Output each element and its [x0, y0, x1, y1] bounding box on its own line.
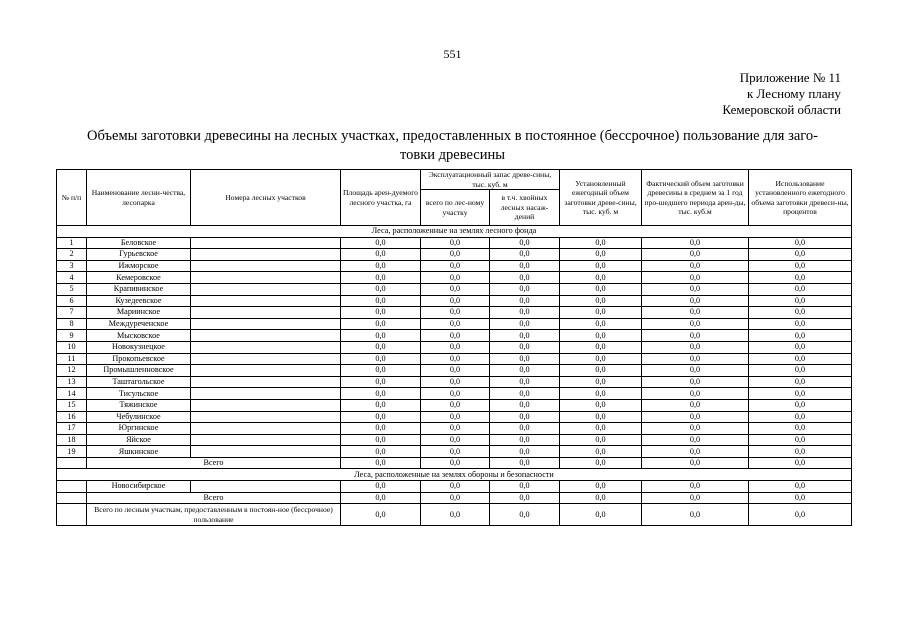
- forestry-name: Тяжинское: [87, 399, 191, 411]
- total-label: Всего по лесным участкам, предоставленным в постоян-ное (бессрочное) пользование: [87, 504, 341, 526]
- value-cell: 0,0: [421, 481, 490, 493]
- value-cell: 0,0: [749, 237, 852, 249]
- total-label: Всего: [87, 492, 341, 504]
- plot-numbers: [191, 283, 341, 295]
- row-number: 2: [57, 249, 87, 261]
- value-cell: 0,0: [642, 434, 749, 446]
- appendix-heading: [722, 70, 841, 118]
- value-cell: 0,0: [341, 272, 421, 284]
- value-cell: 0,0: [421, 272, 490, 284]
- row-number: 14: [57, 388, 87, 400]
- value-cell: 0,0: [421, 411, 490, 423]
- value-cell: 0,0: [341, 411, 421, 423]
- value-cell: 0,0: [749, 504, 852, 526]
- title-line: товки древесины: [400, 147, 505, 163]
- value-cell: 0,0: [490, 260, 560, 272]
- page-number: 551: [443, 47, 462, 61]
- value-cell: 0,0: [490, 272, 560, 284]
- value-cell: 0,0: [490, 295, 560, 307]
- value-cell: 0,0: [341, 341, 421, 353]
- grand-total-row: [57, 504, 852, 526]
- value-cell: 0,0: [642, 388, 749, 400]
- row-number: 16: [57, 411, 87, 423]
- value-cell: 0,0: [341, 318, 421, 330]
- value-cell: 0,0: [341, 423, 421, 435]
- row-number: 5: [57, 283, 87, 295]
- plot-numbers: [191, 307, 341, 319]
- value-cell: 0,0: [560, 399, 642, 411]
- section-title: Леса, расположенные на землях обороны и безопасности: [57, 469, 852, 481]
- row-number: 9: [57, 330, 87, 342]
- plot-numbers: [191, 341, 341, 353]
- value-cell: 0,0: [421, 283, 490, 295]
- table-body: [57, 226, 852, 526]
- forestry-name: Крапивинское: [87, 283, 191, 295]
- header-timber-stock: Эксплуатационный запас древе-сины, тыс. куб. м: [421, 170, 560, 190]
- value-cell: 0,0: [490, 399, 560, 411]
- plot-numbers: [191, 446, 341, 458]
- row-number: 11: [57, 353, 87, 365]
- value-cell: 0,0: [341, 295, 421, 307]
- value-cell: 0,0: [341, 330, 421, 342]
- value-cell: 0,0: [642, 307, 749, 319]
- value-cell: 0,0: [490, 376, 560, 388]
- value-cell: 0,0: [749, 446, 852, 458]
- value-cell: 0,0: [421, 295, 490, 307]
- value-cell: 0,0: [749, 249, 852, 261]
- forestry-name: Новокузнецкое: [87, 341, 191, 353]
- value-cell: 0,0: [341, 446, 421, 458]
- value-cell: 0,0: [560, 330, 642, 342]
- value-cell: 0,0: [341, 399, 421, 411]
- value-cell: 0,0: [749, 365, 852, 377]
- plot-numbers: [191, 249, 341, 261]
- value-cell: 0,0: [749, 423, 852, 435]
- header-stock-coniferous: в т.ч. хвойных лесных насаж-дений: [490, 190, 560, 226]
- value-cell: 0,0: [560, 388, 642, 400]
- value-cell: 0,0: [642, 399, 749, 411]
- value-cell: 0,0: [749, 295, 852, 307]
- row-number: 6: [57, 295, 87, 307]
- empty-cell: [57, 457, 87, 469]
- value-cell: 0,0: [642, 457, 749, 469]
- table-row: [57, 411, 852, 423]
- value-cell: 0,0: [560, 260, 642, 272]
- value-cell: 0,0: [490, 457, 560, 469]
- value-cell: 0,0: [642, 237, 749, 249]
- row-number: 19: [57, 446, 87, 458]
- value-cell: 0,0: [560, 249, 642, 261]
- value-cell: 0,0: [341, 457, 421, 469]
- value-cell: 0,0: [490, 341, 560, 353]
- value-cell: 0,0: [642, 492, 749, 504]
- value-cell: 0,0: [421, 504, 490, 526]
- value-cell: 0,0: [341, 307, 421, 319]
- forestry-name: Яйское: [87, 434, 191, 446]
- header-forestry-name: Наименование лесни-чества, лесопарка: [87, 170, 191, 226]
- plot-numbers: [191, 353, 341, 365]
- value-cell: 0,0: [749, 307, 852, 319]
- plot-numbers: [191, 318, 341, 330]
- value-cell: 0,0: [490, 330, 560, 342]
- value-cell: 0,0: [749, 260, 852, 272]
- row-number: 3: [57, 260, 87, 272]
- value-cell: 0,0: [642, 272, 749, 284]
- forestry-name: Кемеровское: [87, 272, 191, 284]
- value-cell: 0,0: [341, 481, 421, 493]
- table-row: [57, 295, 852, 307]
- value-cell: 0,0: [490, 249, 560, 261]
- header-actual-volume: Фактический объем заготовки древесины в среднем за 1 год про-шедшего периода арен-ды, тыс. куб.м: [642, 170, 749, 226]
- value-cell: 0,0: [560, 237, 642, 249]
- value-cell: 0,0: [490, 237, 560, 249]
- value-cell: 0,0: [749, 283, 852, 295]
- value-cell: 0,0: [560, 341, 642, 353]
- value-cell: 0,0: [560, 318, 642, 330]
- value-cell: 0,0: [749, 434, 852, 446]
- plot-numbers: [191, 330, 341, 342]
- appendix-line: Приложение № 11: [739, 70, 841, 85]
- plot-numbers: [191, 411, 341, 423]
- value-cell: 0,0: [560, 481, 642, 493]
- plot-numbers: [191, 260, 341, 272]
- value-cell: 0,0: [490, 492, 560, 504]
- forestry-name: Прокопьевское: [87, 353, 191, 365]
- forestry-name: Тисульское: [87, 388, 191, 400]
- value-cell: 0,0: [560, 504, 642, 526]
- forestry-name: Мариинское: [87, 307, 191, 319]
- forestry-name: Мысковское: [87, 330, 191, 342]
- value-cell: 0,0: [421, 307, 490, 319]
- table-row: [57, 481, 852, 493]
- plot-numbers: [191, 295, 341, 307]
- value-cell: 0,0: [341, 353, 421, 365]
- plot-numbers: [191, 399, 341, 411]
- value-cell: 0,0: [421, 341, 490, 353]
- value-cell: 0,0: [341, 365, 421, 377]
- value-cell: 0,0: [560, 411, 642, 423]
- header-usage-percent: Использование установленного ежегодного объема заготовки древеси-ны, процентов: [749, 170, 852, 226]
- plot-numbers: [191, 272, 341, 284]
- table-row: [57, 249, 852, 261]
- row-number: 7: [57, 307, 87, 319]
- table-row: [57, 434, 852, 446]
- forestry-name: Междуреченское: [87, 318, 191, 330]
- row-number: 4: [57, 272, 87, 284]
- table-row: [57, 446, 852, 458]
- table-row: [57, 399, 852, 411]
- value-cell: 0,0: [749, 481, 852, 493]
- section-row: [57, 469, 852, 481]
- table-row: [57, 423, 852, 435]
- section-row: [57, 226, 852, 238]
- table-row: [57, 283, 852, 295]
- value-cell: 0,0: [560, 283, 642, 295]
- value-cell: 0,0: [642, 249, 749, 261]
- value-cell: 0,0: [421, 434, 490, 446]
- value-cell: 0,0: [642, 504, 749, 526]
- forestry-name: Таштагольское: [87, 376, 191, 388]
- value-cell: 0,0: [749, 492, 852, 504]
- value-cell: 0,0: [490, 365, 560, 377]
- row-number: 8: [57, 318, 87, 330]
- value-cell: 0,0: [642, 283, 749, 295]
- value-cell: 0,0: [421, 260, 490, 272]
- value-cell: 0,0: [642, 446, 749, 458]
- value-cell: 0,0: [341, 434, 421, 446]
- value-cell: 0,0: [749, 272, 852, 284]
- empty-cell: [57, 504, 87, 526]
- value-cell: 0,0: [560, 365, 642, 377]
- value-cell: 0,0: [560, 353, 642, 365]
- value-cell: 0,0: [421, 388, 490, 400]
- header-area: Площадь арен-дуемого лесного участка, га: [341, 170, 421, 226]
- value-cell: 0,0: [341, 492, 421, 504]
- forestry-name: Юргинское: [87, 423, 191, 435]
- value-cell: 0,0: [642, 411, 749, 423]
- appendix-line: Кемеровской области: [722, 102, 841, 117]
- value-cell: 0,0: [560, 295, 642, 307]
- table-row: [57, 260, 852, 272]
- value-cell: 0,0: [490, 504, 560, 526]
- table-row: [57, 341, 852, 353]
- total-row: [57, 492, 852, 504]
- value-cell: 0,0: [421, 423, 490, 435]
- value-cell: 0,0: [749, 376, 852, 388]
- header-annual-volume: Установленный ежегодный объем заготовки древе-сины, тыс. куб. м: [560, 170, 642, 226]
- value-cell: 0,0: [642, 481, 749, 493]
- value-cell: 0,0: [749, 457, 852, 469]
- value-cell: 0,0: [642, 295, 749, 307]
- value-cell: 0,0: [490, 446, 560, 458]
- plot-numbers: [191, 388, 341, 400]
- total-row: [57, 457, 852, 469]
- value-cell: 0,0: [560, 376, 642, 388]
- table-row: [57, 330, 852, 342]
- value-cell: 0,0: [421, 330, 490, 342]
- row-number: 13: [57, 376, 87, 388]
- value-cell: 0,0: [560, 446, 642, 458]
- table-row: [57, 376, 852, 388]
- value-cell: 0,0: [490, 481, 560, 493]
- value-cell: 0,0: [421, 237, 490, 249]
- section-title: Леса, расположенные на землях лесного фонда: [57, 226, 852, 238]
- value-cell: 0,0: [490, 411, 560, 423]
- value-cell: 0,0: [749, 353, 852, 365]
- table-row: [57, 353, 852, 365]
- value-cell: 0,0: [341, 283, 421, 295]
- appendix-line: к Лесному плану: [746, 86, 841, 101]
- total-label: Всего: [87, 457, 341, 469]
- value-cell: 0,0: [642, 376, 749, 388]
- header-stock-total: всего по лес-ному участку: [421, 190, 490, 226]
- row-number: 18: [57, 434, 87, 446]
- table-row: [57, 365, 852, 377]
- header-number: № п/п: [57, 170, 87, 226]
- empty-cell: [57, 492, 87, 504]
- value-cell: 0,0: [421, 249, 490, 261]
- document-title: [60, 127, 845, 165]
- value-cell: 0,0: [560, 434, 642, 446]
- value-cell: 0,0: [642, 365, 749, 377]
- value-cell: 0,0: [560, 423, 642, 435]
- value-cell: 0,0: [749, 411, 852, 423]
- value-cell: 0,0: [341, 376, 421, 388]
- row-number: 1: [57, 237, 87, 249]
- value-cell: 0,0: [642, 353, 749, 365]
- value-cell: 0,0: [490, 307, 560, 319]
- forestry-name: Ижморское: [87, 260, 191, 272]
- table-row: [57, 237, 852, 249]
- value-cell: 0,0: [642, 318, 749, 330]
- plot-numbers: [191, 376, 341, 388]
- plot-numbers: [191, 434, 341, 446]
- value-cell: 0,0: [642, 341, 749, 353]
- value-cell: 0,0: [490, 318, 560, 330]
- value-cell: 0,0: [490, 283, 560, 295]
- value-cell: 0,0: [560, 492, 642, 504]
- value-cell: 0,0: [749, 388, 852, 400]
- forestry-name: Гурьевское: [87, 249, 191, 261]
- value-cell: 0,0: [421, 492, 490, 504]
- forestry-name: Яшкинское: [87, 446, 191, 458]
- value-cell: 0,0: [341, 504, 421, 526]
- row-number: 15: [57, 399, 87, 411]
- forestry-name: Кузедеевское: [87, 295, 191, 307]
- row-number: 12: [57, 365, 87, 377]
- value-cell: 0,0: [560, 272, 642, 284]
- value-cell: 0,0: [421, 399, 490, 411]
- row-number: 17: [57, 423, 87, 435]
- value-cell: 0,0: [421, 318, 490, 330]
- value-cell: 0,0: [421, 365, 490, 377]
- forestry-name: Новосибирское: [87, 481, 191, 493]
- forestry-name: Чебулинское: [87, 411, 191, 423]
- table-row: [57, 318, 852, 330]
- value-cell: 0,0: [749, 318, 852, 330]
- value-cell: 0,0: [749, 330, 852, 342]
- row-number: [57, 481, 87, 493]
- row-number: 10: [57, 341, 87, 353]
- value-cell: 0,0: [341, 249, 421, 261]
- value-cell: 0,0: [421, 457, 490, 469]
- forestry-name: Промышленновское: [87, 365, 191, 377]
- value-cell: 0,0: [642, 330, 749, 342]
- value-cell: 0,0: [341, 237, 421, 249]
- value-cell: 0,0: [560, 307, 642, 319]
- harvest-volume-table: [56, 169, 852, 526]
- value-cell: 0,0: [490, 423, 560, 435]
- value-cell: 0,0: [421, 353, 490, 365]
- value-cell: 0,0: [490, 434, 560, 446]
- value-cell: 0,0: [341, 388, 421, 400]
- plot-numbers: [191, 423, 341, 435]
- value-cell: 0,0: [421, 376, 490, 388]
- value-cell: 0,0: [421, 446, 490, 458]
- header-plot-numbers: Номера лесных участков: [191, 170, 341, 226]
- value-cell: 0,0: [642, 260, 749, 272]
- table-row: [57, 307, 852, 319]
- value-cell: 0,0: [749, 399, 852, 411]
- table-row: [57, 272, 852, 284]
- title-line: Объемы заготовки древесины на лесных участках, предоставленных в постоянное (бессрочное) пользование для заго-: [87, 128, 818, 144]
- value-cell: 0,0: [341, 260, 421, 272]
- table-row: [57, 388, 852, 400]
- value-cell: 0,0: [749, 341, 852, 353]
- plot-numbers: [191, 481, 341, 493]
- forestry-name: Беловское: [87, 237, 191, 249]
- value-cell: 0,0: [490, 353, 560, 365]
- plot-numbers: [191, 365, 341, 377]
- plot-numbers: [191, 237, 341, 249]
- value-cell: 0,0: [642, 423, 749, 435]
- value-cell: 0,0: [490, 388, 560, 400]
- value-cell: 0,0: [560, 457, 642, 469]
